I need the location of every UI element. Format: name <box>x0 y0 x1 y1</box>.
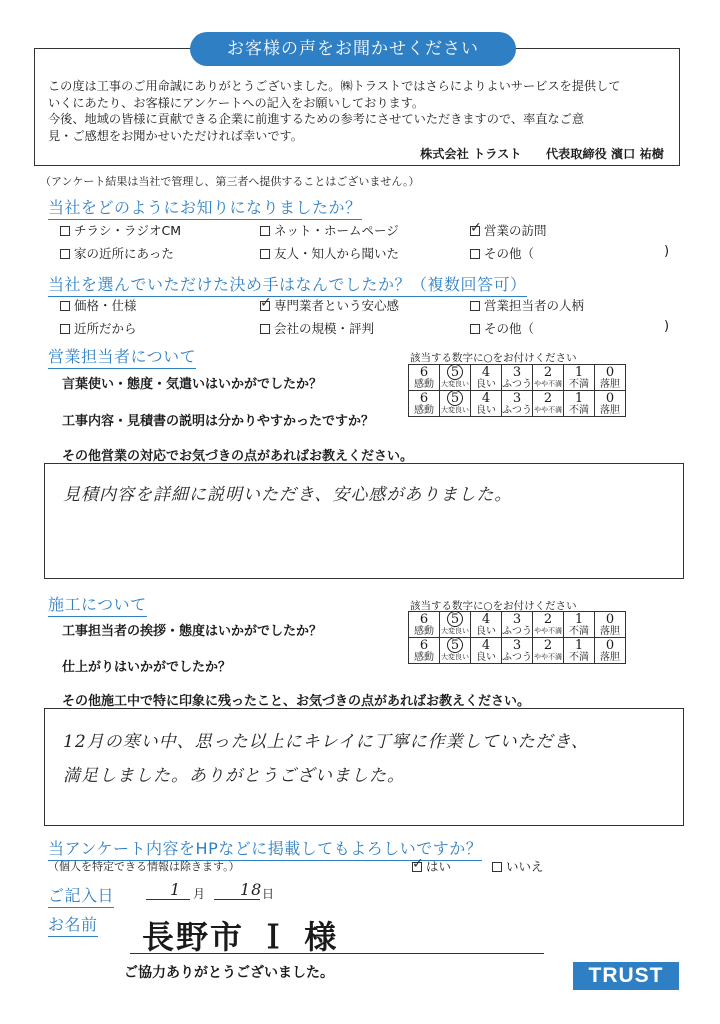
day-unit: 日 <box>262 887 275 901</box>
month-line <box>146 899 190 900</box>
rating-label: 落胆 <box>600 405 620 416</box>
rating-label: 良い <box>476 405 496 416</box>
rating-label: 落胆 <box>600 379 620 390</box>
sales-comment-box[interactable] <box>44 463 684 579</box>
selected-circle <box>447 611 463 627</box>
publish-no-option[interactable]: いいえ <box>492 857 544 875</box>
rating-cell-5[interactable] <box>440 391 471 417</box>
publish-note: （個人を特定できる情報は除きます。） <box>48 860 240 873</box>
rating-label: やや不満 <box>534 406 562 414</box>
rating-number: 0 <box>605 365 615 380</box>
paren-close: ) <box>664 319 670 334</box>
sales-comment-text: 見積内容を詳細に説明いただき、安心感がありました。 <box>63 485 513 505</box>
rating-cell-0[interactable] <box>595 638 626 664</box>
construction-title: 施工について <box>48 592 147 617</box>
page-title: お客様の声をお聞かせください <box>190 32 516 66</box>
rating-row-manners <box>409 365 626 391</box>
checkbox[interactable] <box>60 226 70 236</box>
month-unit: 月 <box>193 887 206 901</box>
sales-question-explanation: 工事内容・見積書の説明は分かりやすかったですか？ <box>62 414 375 429</box>
rating-cell-2[interactable] <box>533 612 564 638</box>
checkbox[interactable] <box>260 324 270 334</box>
company-signature: 株式会社 トラスト 代表取締役 濱口 祐樹 <box>420 147 664 161</box>
sales-question-manners: 言葉使い・態度・気遣いはいかがでしたか？ <box>62 377 323 392</box>
q1-option-sales-visit[interactable]: ✓ 営業の訪問 <box>470 221 547 239</box>
customer-name[interactable]: 長野市 Ｉ 様 <box>142 918 339 956</box>
q2-option-personality[interactable]: 営業担当者の人柄 <box>470 296 584 314</box>
rating-number: 3 <box>512 365 522 380</box>
name-label: お名前 <box>48 912 98 937</box>
trust-logo: TRUST <box>573 962 679 990</box>
rating-cell-6[interactable] <box>409 638 440 664</box>
rating-label: やや不満 <box>534 380 562 388</box>
publish-yes-option[interactable]: ✓ はい <box>412 857 451 875</box>
rating-label: 大変良い <box>441 627 469 635</box>
checkbox[interactable] <box>260 249 270 259</box>
q2-option-other[interactable]: その他（ <box>470 319 534 337</box>
rating-label: 感動 <box>414 379 434 390</box>
rating-number: 2 <box>543 638 553 653</box>
rating-cell-1[interactable] <box>564 638 595 664</box>
rating-number: 2 <box>543 391 553 406</box>
rating-cell-4[interactable] <box>471 365 502 391</box>
q1-option-flyer[interactable]: チラシ・ラジオCM <box>60 221 181 239</box>
rating-cell-5[interactable] <box>440 638 471 664</box>
rating-cell-0[interactable] <box>595 365 626 391</box>
checkbox[interactable] <box>60 301 70 311</box>
rating-cell-5[interactable] <box>440 365 471 391</box>
rating-label: やや不満 <box>534 627 562 635</box>
rating-number: 1 <box>574 612 584 627</box>
q2-option-nearby[interactable]: 近所だから <box>60 319 137 337</box>
selected-circle <box>447 390 463 406</box>
rating-cell-6[interactable] <box>409 612 440 638</box>
rating-cell-0[interactable] <box>595 391 626 417</box>
rating-label: 良い <box>476 626 496 637</box>
rating-cell-2[interactable] <box>533 638 564 664</box>
q1-title: 当社をどのようにお知りになりましたか？ <box>48 195 362 220</box>
rating-cell-2[interactable] <box>533 365 564 391</box>
rating-number: 1 <box>574 365 584 380</box>
day-line <box>214 899 260 900</box>
construction-question-manners: 工事担当者の挨拶・態度はいかがでしたか？ <box>62 624 323 639</box>
rating-cell-4[interactable] <box>471 612 502 638</box>
checkbox[interactable] <box>60 249 70 259</box>
rating-label: 不満 <box>569 379 589 390</box>
rating-label: 良い <box>476 652 496 663</box>
rating-number: 4 <box>481 638 491 653</box>
selected-circle <box>447 637 463 653</box>
construction-rating-table <box>408 611 626 664</box>
rating-label: やや不満 <box>534 653 562 661</box>
q2-option-reputation[interactable]: 会社の規模・評判 <box>260 319 374 337</box>
rating-number: 4 <box>481 391 491 406</box>
rating-label: ふつう <box>502 379 532 390</box>
rating-cell-0[interactable] <box>595 612 626 638</box>
rating-label: 大変良い <box>441 380 469 388</box>
rating-cell-1[interactable] <box>564 391 595 417</box>
rating-label: 不満 <box>569 626 589 637</box>
rating-number: 0 <box>605 638 615 653</box>
rating-number: 3 <box>512 391 522 406</box>
rating-number: 5 <box>450 391 460 406</box>
name-underline <box>130 953 544 954</box>
rating-label: 大変良い <box>441 406 469 414</box>
rating-number: 3 <box>512 638 522 653</box>
rating-number: 2 <box>543 612 553 627</box>
sales-rating-table <box>408 364 626 417</box>
checkbox[interactable] <box>492 862 502 872</box>
intro-line: 見・ご感想をお聞かせいただければ幸いです。 <box>48 128 303 143</box>
checkbox-checked[interactable] <box>412 862 422 872</box>
rating-label: 落胆 <box>600 626 620 637</box>
rating-label: 感動 <box>414 405 434 416</box>
rating-number: 5 <box>450 612 460 627</box>
rating-cell-3[interactable] <box>502 365 533 391</box>
rating-row-explanation <box>409 391 626 417</box>
rating-label: ふつう <box>502 626 532 637</box>
rating-cell-1[interactable] <box>564 612 595 638</box>
rating-cell-2[interactable] <box>533 391 564 417</box>
construction-comment-line: 12月の寒い中、思った以上にキレイに丁寧に作業していただき、 <box>63 732 589 752</box>
rating-number: 1 <box>574 391 584 406</box>
q1-option-nearby[interactable]: 家の近所にあった <box>60 244 174 262</box>
rating-number: 5 <box>450 365 460 380</box>
rating-number: 5 <box>450 638 460 653</box>
construction-other-question: その他施工中で特に印象に残ったこと、お気づきの点があればお教えください。 <box>62 694 531 709</box>
construction-comment-box[interactable] <box>44 708 684 826</box>
intro-text <box>48 78 668 144</box>
rating-number: 6 <box>419 365 429 380</box>
q2-option-specialist[interactable]: ✓ 専門業者という安心感 <box>260 296 399 314</box>
rating-number: 4 <box>481 612 491 627</box>
rating-cell-6[interactable] <box>409 391 440 417</box>
rating-cell-6[interactable] <box>409 365 440 391</box>
q1-option-web[interactable]: ネット・ホームページ <box>260 221 399 239</box>
rating-label: 良い <box>476 379 496 390</box>
rating-label: 落胆 <box>600 652 620 663</box>
rating-cell-3[interactable] <box>502 612 533 638</box>
rating-row-finish <box>409 638 626 664</box>
q1-option-other[interactable]: その他（ <box>470 244 534 262</box>
rating-label: 不満 <box>569 405 589 416</box>
checkbox[interactable] <box>60 324 70 334</box>
intro-line: 今後、地域の皆様に貢献できる企業に前進するための参考にさせていただきますので、率直なご意 <box>48 112 585 126</box>
rating-label: 大変良い <box>441 653 469 661</box>
rating-cell-5[interactable] <box>440 612 471 638</box>
construction-question-finish: 仕上がりはいかがでしたか？ <box>62 660 232 675</box>
rating-label: ふつう <box>502 405 532 416</box>
rating-cell-3[interactable] <box>502 391 533 417</box>
intro-line: この度は工事のご用命誠にありがとうございました。㈱トラストではさらによりよいサービスを提供して <box>48 79 621 93</box>
q2-title: 当社を選んでいただけた決め手はなんでしたか？（複数回答可） <box>48 272 527 297</box>
rating-number: 6 <box>419 612 429 627</box>
checkbox[interactable] <box>260 226 270 236</box>
q1-option-friend[interactable]: 友人・知人から聞いた <box>260 244 399 262</box>
rating-number: 6 <box>419 638 429 653</box>
checkbox[interactable] <box>470 324 480 334</box>
month-value[interactable]: 1 <box>170 880 182 899</box>
rating-label: 感動 <box>414 652 434 663</box>
q2-option-price[interactable]: 価格・仕様 <box>60 296 137 314</box>
selected-circle <box>447 364 463 380</box>
checkbox-checked[interactable] <box>260 301 270 311</box>
rating-cell-3[interactable] <box>502 638 533 664</box>
sales-other-question: その他営業の対応でお気づきの点があればお教えください。 <box>62 449 414 464</box>
construction-comment-line: 満足しました。ありがとうございました。 <box>63 766 405 786</box>
intro-line: いくにあたり、お客様にアンケートへの記入をお願いしております。 <box>48 95 425 110</box>
rating-number: 2 <box>543 365 553 380</box>
date-label: ご記入日 <box>48 883 114 908</box>
rating-cell-1[interactable] <box>564 365 595 391</box>
rating-cell-4[interactable] <box>471 638 502 664</box>
paren-close: ) <box>664 244 670 259</box>
rating-hint: 該当する数字に○をお付けください <box>410 352 577 364</box>
sales-title: 営業担当者について <box>48 344 196 369</box>
rating-number: 4 <box>481 365 491 380</box>
thanks-text: ご協力ありがとうございました。 <box>124 965 334 981</box>
publish-title: 当アンケート内容をHPなどに掲載してもよろしいですか？ <box>48 836 482 861</box>
rating-number: 6 <box>419 391 429 406</box>
rating-hint: 該当する数字に○をお付けください <box>410 600 577 612</box>
rating-number: 0 <box>605 612 615 627</box>
checkbox[interactable] <box>470 301 480 311</box>
rating-label: ふつう <box>502 652 532 663</box>
rating-label: 不満 <box>569 652 589 663</box>
rating-number: 3 <box>512 612 522 627</box>
rating-row-manners <box>409 612 626 638</box>
rating-cell-4[interactable] <box>471 391 502 417</box>
rating-number: 1 <box>574 638 584 653</box>
rating-number: 0 <box>605 391 615 406</box>
privacy-note: （アンケート結果は当社で管理し、第三者へ提供することはございません。） <box>40 175 420 188</box>
day-value[interactable]: 18 <box>240 880 263 899</box>
rating-label: 感動 <box>414 626 434 637</box>
checkbox[interactable] <box>470 249 480 259</box>
checkbox-checked[interactable] <box>470 226 480 236</box>
